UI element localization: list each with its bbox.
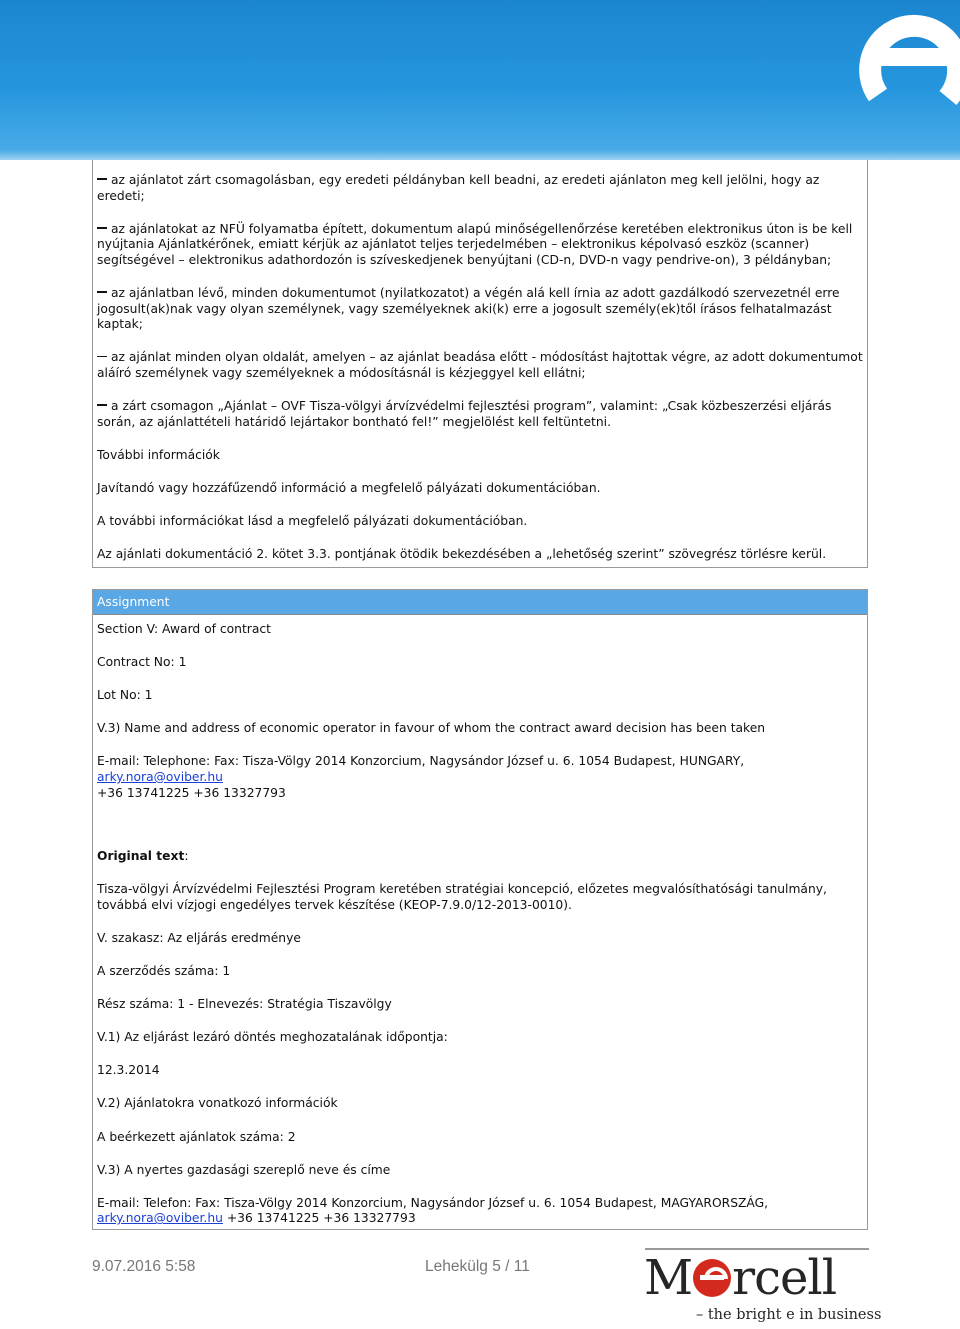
original-line: 12.3.2014 bbox=[97, 1063, 160, 1078]
brand-e-icon bbox=[693, 1259, 731, 1297]
requirement-item: az ajánlatban lévő, minden dokumentumot (nyilatkozatot) a végén alá kell írnia az adott gazdálkodó szervezetnél erre jogosult(ak)nak vagy olyan személynek, vagy személyeknek aki(k) erre a jogosult személy(ek)től írásos felhatalmazást kaptak; bbox=[97, 285, 840, 332]
assignment-box bbox=[92, 589, 868, 1230]
tender-requirements-box bbox=[92, 160, 868, 568]
operator-contact: E-mail: Telephone: Fax: Tisza-Völgy 2014 Konzorcium, Nagysándor József u. 6. 1054 Budapest, HUNGARY, arky.nora@oviber.hu +36 13741225 +36 13327793 bbox=[97, 754, 745, 800]
operator-heading: V.3) Name and address of economic operator in favour of whom the contract award decision has been taken bbox=[97, 721, 766, 736]
info-paragraph: Az ajánlati dokumentáció 2. kötet 3.3. pontjának ötödik bekezdésében a „lehetőség szerint” szövegrész törlésre kerül. bbox=[97, 546, 827, 561]
lot-number: Lot No: 1 bbox=[97, 688, 153, 703]
company-tagline: – the bright e in business bbox=[696, 1307, 882, 1323]
original-line: Rész száma: 1 - Elnevezés: Stratégia Tiszavölgy bbox=[97, 997, 392, 1012]
original-line: Tisza-völgyi Árvízvédelmi Fejlesztési Program keretében stratégiai koncepció, előzetes megvalósíthatósági tanulmány, továbbá elvi vízjogi engedélyes tervek készítése (KEOP-7.9.0/12-2013-0010). bbox=[97, 882, 827, 912]
email-link[interactable]: arky.nora@oviber.hu bbox=[97, 769, 223, 784]
dash-bullet-icon bbox=[97, 178, 107, 180]
company-logo: M rcell bbox=[644, 1250, 837, 1306]
info-paragraph: A további információkat lásd a megfelelő pályázati dokumentációban. bbox=[97, 513, 528, 528]
requirement-item: az ajánlatot zárt csomagolásban, egy eredeti példányban kell beadni, az eredeti ajánlaton meg kell jelölni, hogy az eredeti; bbox=[97, 173, 820, 203]
dash-bullet-icon bbox=[97, 404, 107, 406]
more-info-title: További információk bbox=[97, 447, 220, 462]
original-line: A beérkezett ajánlatok száma: 2 bbox=[97, 1129, 296, 1144]
original-text-label: Original text: bbox=[97, 849, 189, 864]
original-contact: E-mail: Telefon: Fax: Tisza-Völgy 2014 Konzorcium, Nagysándor József u. 6. 1054 Budapest, MAGYARORSZÁG, arky.nora@oviber.hu +36 13741225 +36 13327793 bbox=[97, 1195, 769, 1226]
brand-e-logo-icon bbox=[820, 0, 960, 110]
dash-bullet-icon bbox=[97, 227, 107, 229]
spacer bbox=[97, 801, 863, 849]
dash-bullet-icon bbox=[97, 356, 107, 358]
requirement-item: az ajánlatokat az NFÜ folyamatba épített, dokumentum alapú minőségellenőrzése keretében elektronikus úton is be kell nyújtania Ajánlatkérőnek, emiatt kérjük az ajánlatot teljes terjedelmében – elektronikus képolvasó eszköz (scanner) segítségével – elektronikus adathordozón is szíveskedjenek benyújtani (CD-n, DVD-n vagy pendrive-on), 3 példányban; bbox=[97, 221, 853, 267]
assignment-header: Assignment bbox=[93, 590, 867, 615]
contract-number: Contract No: 1 bbox=[97, 655, 187, 670]
original-line: V. szakasz: Az eljárás eredménye bbox=[97, 930, 301, 945]
section-title: Section V: Award of contract bbox=[97, 622, 271, 636]
header-banner bbox=[0, 0, 960, 160]
info-paragraph: Javítandó vagy hozzáfűzendő információ a megfelelő pályázati dokumentációban. bbox=[97, 480, 601, 495]
original-line: V.1) Az eljárást lezáró döntés meghozatalának időpontja: bbox=[97, 1030, 448, 1045]
original-line: A szerződés száma: 1 bbox=[97, 964, 231, 979]
requirement-item: az ajánlat minden olyan oldalát, amelyen – az ajánlat beadása előtt - módosítást hajtottak végre, az adott dokumentumot aláíró személynek vagy személyeknek a módosításnál is kézjeggyel kell ellátni; bbox=[97, 350, 863, 380]
original-line: V.2) Ajánlatokra vonatkozó információk bbox=[97, 1096, 338, 1111]
dash-bullet-icon bbox=[97, 291, 107, 293]
page-number: Lehekülg 5 / 11 bbox=[425, 1258, 530, 1275]
requirement-item: a zárt csomagon „Ajánlat – OVF Tisza-völgyi árvízvédelmi fejlesztési program”, valamint: „Csak közbeszerzési eljárás során, az ajánlattételi határidő lejártakor bontható fel!” megjelölést kell feltüntetni. bbox=[97, 398, 832, 429]
print-date: 9.07.2016 5:58 bbox=[92, 1258, 196, 1275]
phone-numbers: +36 13741225 +36 13327793 bbox=[97, 785, 286, 800]
original-line: V.3) A nyertes gazdasági szereplő neve és címe bbox=[97, 1162, 391, 1177]
email-link[interactable]: arky.nora@oviber.hu bbox=[97, 1211, 223, 1226]
phone-numbers: +36 13741225 +36 13327793 bbox=[222, 1211, 416, 1226]
